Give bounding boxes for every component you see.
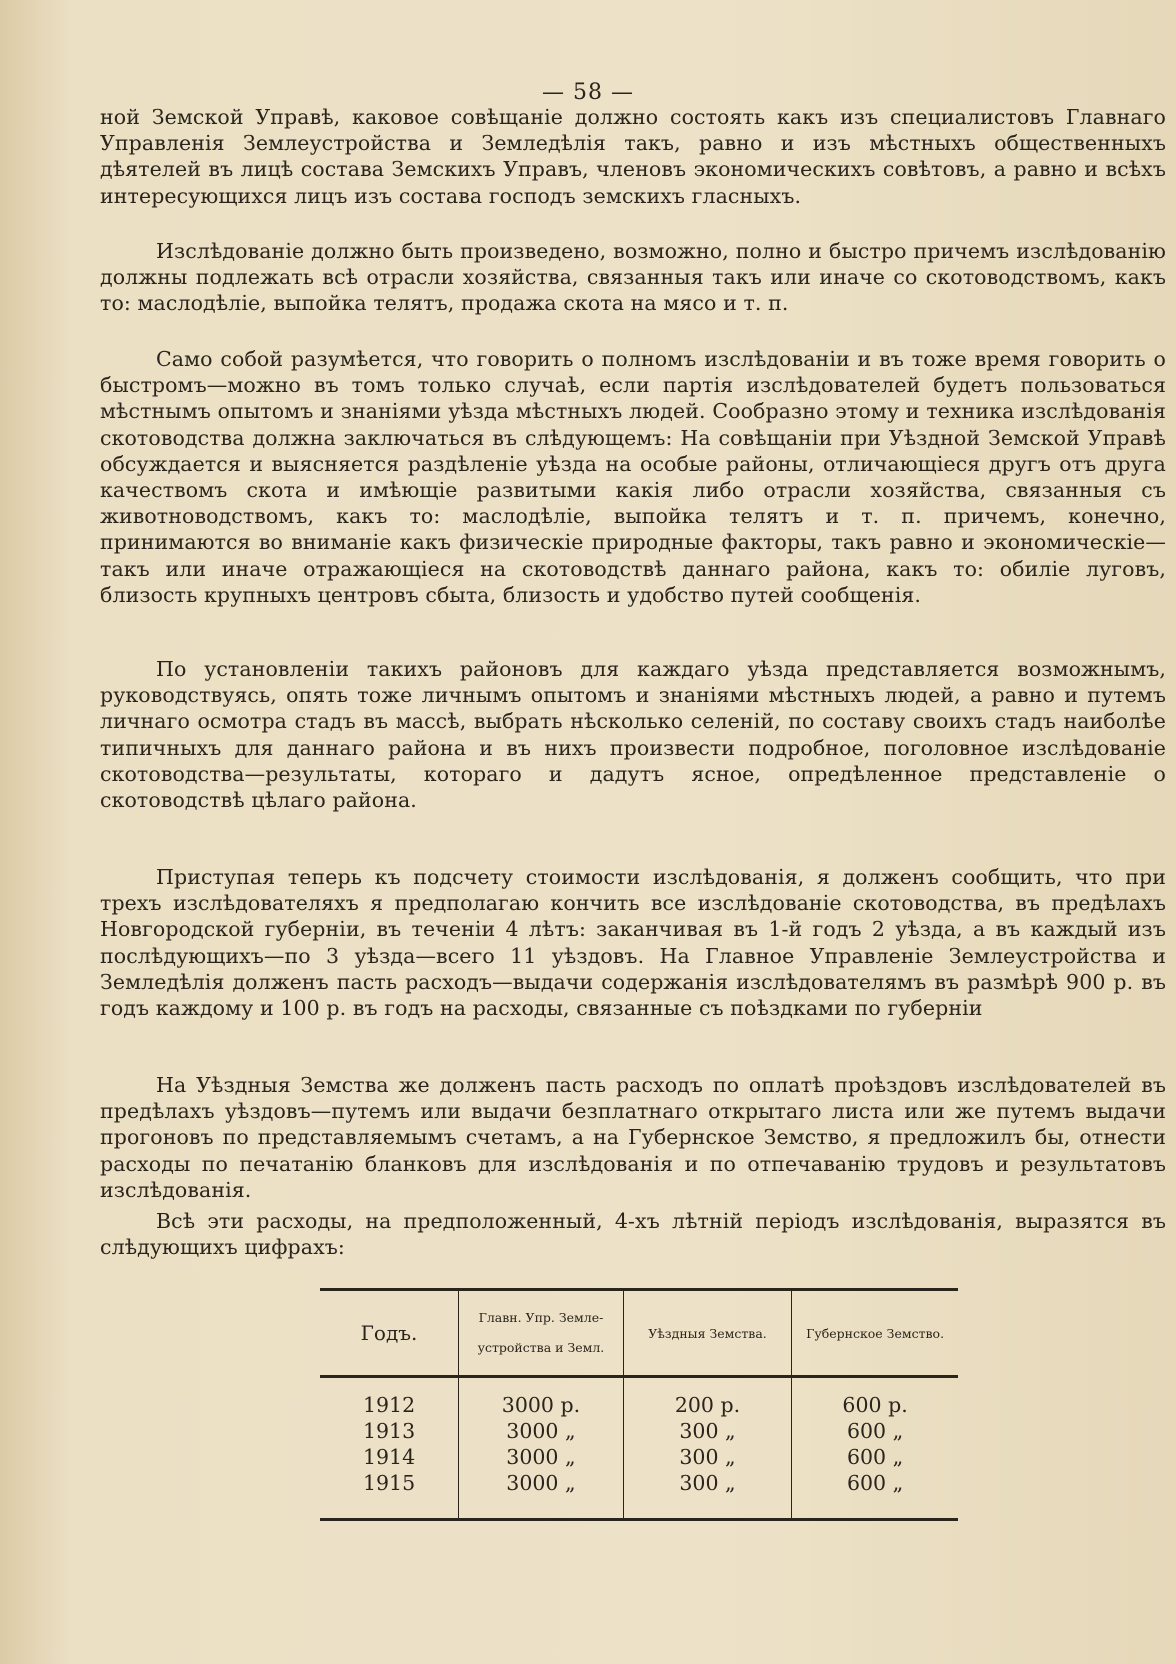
cell-gubern: 600 р. [842,1393,908,1417]
cell-main-admin: 3000 р. [459,1377,624,1419]
cell-uezd: 300 „ [623,1444,791,1470]
cost-table [320,1288,958,1521]
cell-uezd: 200 р. [623,1377,791,1419]
header-main-admin-line2: устройства и Земл. [477,1340,605,1355]
table-row [320,1444,958,1470]
cell-uezd: 300 „ [623,1418,791,1444]
cell-year: 1912 [320,1377,459,1419]
paragraph-6: На Уѣздныя Земства же долженъ пасть расходъ по оплатѣ проѣздовъ изслѣдователей въ предѣлахъ уѣздовъ—путемъ или выдачи безплатнаго открытаго листа или же путемъ выдачи прогоновъ по представляемымъ счетамъ, а на Губернское Земство, я предложилъ бы, отнести расходы по печатанію бланковъ для изслѣдованія и по отпечаванію трудовъ и результатовъ изслѣдованія. [100,1073,1166,1202]
table-row [320,1377,958,1419]
cell-main-admin: 3000 „ [459,1418,624,1444]
cell-year: 1915 [320,1470,459,1520]
cell-gubern: 600 „ [846,1471,904,1495]
header-year: Годъ. [320,1290,459,1377]
paragraph-1: ной Земской Управѣ, каковое совѣщаніе должно состоять какъ изъ специалистовъ Главнаго Управленія Землеустройства и Земледѣлія такъ, равно и изъ мѣстныхъ общественныхъ дѣятелей въ лицѣ состава Земскихъ Управъ, членовъ экономическихъ совѣтовъ, а равно и всѣхъ интересующихся лицъ изъ состава господъ земскихъ гласныхъ. [100,105,1166,208]
cell-main-admin: 3000 „ [459,1444,624,1470]
paragraph-7: Всѣ эти расходы, на предположенный, 4-хъ лѣтній періодъ изслѣдованія, выразятся въ слѣдующихъ цифрахъ: [100,1209,1166,1260]
cost-table-wrapper [320,1288,958,1510]
page-number: — 58 — [542,80,634,105]
header-main-admin [459,1290,624,1377]
paragraph-2: Изслѣдованіе должно быть произведено, возможно, полно и быстро причемъ изслѣдованію должны подлежать всѣ отрасли хозяйства, связанныя такъ или иначе со скотоводствомъ, какъ то: маслодѣліе, выпойка телятъ, продажа скота на мясо и т. п. [100,239,1166,316]
table-header-row [320,1290,958,1377]
cell-year: 1914 [320,1444,459,1470]
cell-gubern: 600 „ [846,1419,904,1443]
cell-year: 1913 [320,1418,459,1444]
paragraph-5: Приступая теперь къ подсчету стоимости изслѣдованія, я долженъ сообщить, что при трехъ изслѣдователяхъ я предполагаю кончить все изслѣдованіе скотоводства, въ предѣлахъ Новгородской губерніи, въ теченіи 4 лѣтъ: заканчивая въ 1-й годъ 2 уѣзда, а въ каждый изъ послѣдующихъ—по 3 уѣзда—всего 11 уѣздовъ. На Главное Управленіе Землеустройства и Земледѣлія долженъ пасть расходъ—выдачи содержанія изслѣдователямъ въ размѣрѣ 900 р. въ годъ каждому и 100 р. въ годъ на расходы, связанные съ поѣздками по губерніи [100,865,1166,1021]
table-row [320,1470,958,1520]
header-main-admin-line1: Главн. Упр. Земле- [478,1310,604,1325]
paragraph-4: По установленіи такихъ районовъ для каждаго уѣзда представляется возможнымъ, руководствуясь, опять тоже личнымъ опытомъ и знаніями мѣстныхъ людей, а равно и путемъ личнаго осмотра стадъ въ массѣ, выбрать нѣсколько селеній, по составу своихъ стадъ наиболѣе типичныхъ для даннаго района и въ нихъ произвести подробное, поголовное изслѣдованіе скотоводства—результаты, котораго и дадутъ ясное, опредѣленное представленіе о скотоводствѣ цѣлаго района. [100,657,1166,813]
paragraph-3: Само собой разумѣется, что говорить о полномъ изслѣдованіи и въ тоже время говорить о быстромъ—можно въ томъ только случаѣ, если партія изслѣдователей будетъ пользоваться мѣстнымъ опытомъ и знаніями уѣзда мѣстныхъ людей. Сообразно этому и техника изслѣдованія скотоводства должна заключаться въ слѣдующемъ: На совѣщаніи при Уѣздной Земской Управѣ обсуждается и выясняется раздѣленіе уѣзда на особые районы, отличающіеся другъ отъ друга качествомъ скота и имѣющіе развитыми какія либо отрасли хозяйства, связанныя съ животноводствомъ, какъ то: маслодѣліе, выпойка телятъ и т. п. причемъ, конечно, принимаются во вниманіе какъ физическіе природные факторы, такъ равно и экономическіе—такъ или иначе отражающіеся на скотоводствѣ даннаго района, какъ то: обиліе луговъ, близость крупныхъ центровъ сбыта, близость и удобство путей сообщенія. [100,347,1166,607]
cell-main-admin: 3000 „ [459,1470,624,1520]
cell-gubern: 600 „ [846,1445,904,1469]
table-row [320,1418,958,1444]
cell-uezd: 300 „ [623,1470,791,1520]
header-uezd: Уѣздныя Земства. [623,1290,791,1377]
header-gubern: Губернское Земство. [792,1290,958,1377]
